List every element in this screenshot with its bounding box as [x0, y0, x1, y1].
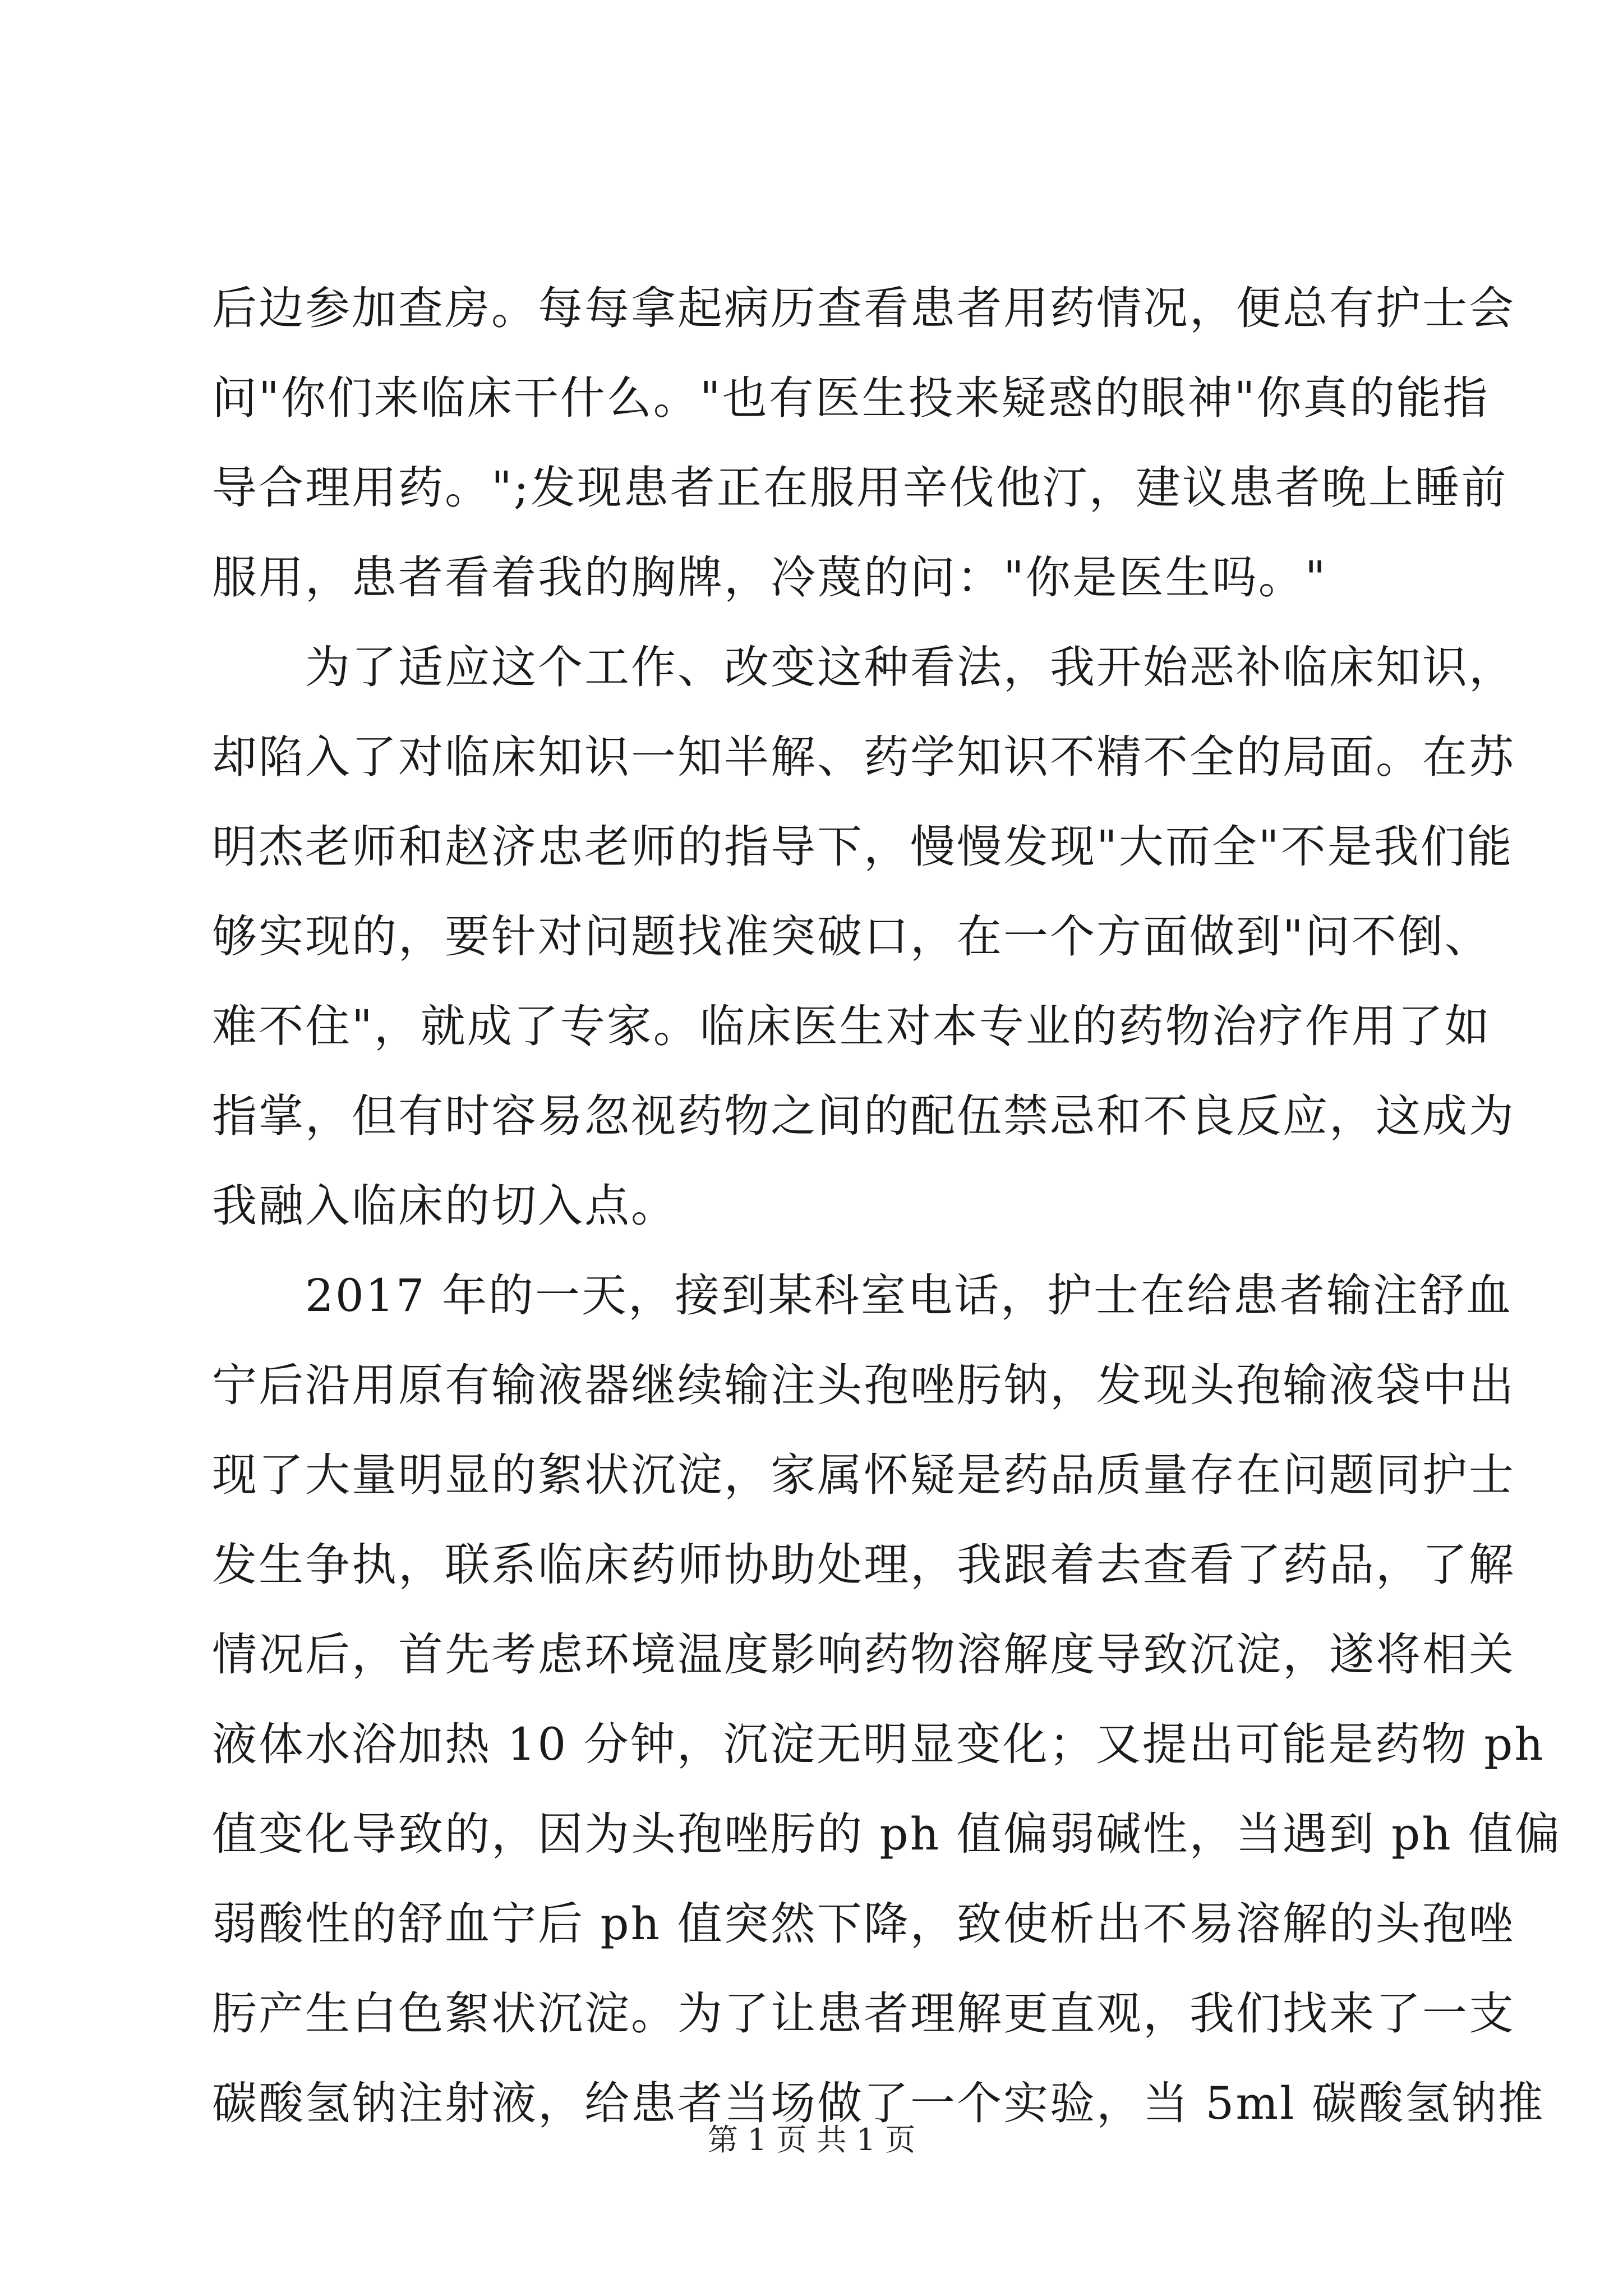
- text-line: 导合理用药。";发现患者正在服用辛伐他汀，建议患者晚上睡前: [212, 462, 1508, 514]
- text-line: 问"你们来临床干什么。"也有医生投来疑惑的眼神"你真的能指: [212, 372, 1490, 424]
- text-line: 为了适应这个工作、改变这种看法，我开始恶补临床知识，: [212, 641, 1515, 693]
- text-line: 难不住"，就成了专家。临床医生对本专业的药物治疗作用了如: [212, 1000, 1491, 1052]
- document-body: [212, 264, 1562, 2148]
- text-line: 指掌，但有时容易忽视药物之间的配伍禁忌和不良反应，这成为: [212, 1090, 1515, 1142]
- text-line: 液体水浴加热 10 分钟，沉淀无明显变化；又提出可能是药物 ph: [212, 1718, 1545, 1770]
- text-line: 2017 年的一天，接到某科室电话，护士在给患者输注舒血: [212, 1269, 1513, 1322]
- paragraph-3: [212, 1251, 1562, 2148]
- text-line: 弱酸性的舒血宁后 ph 值突然下降，致使析出不易溶解的头孢唑: [212, 1898, 1515, 1950]
- text-line: 后边参加查房。每每拿起病历查看患者用药情况，便总有护士会: [212, 282, 1515, 334]
- text-line: 值变化导致的，因为头孢唑肟的 ph 值偏弱碱性，当遇到 ph 值偏: [212, 1808, 1562, 1860]
- text-line: 明杰老师和赵济忠老师的指导下，慢慢发现"大而全"不是我们能: [212, 821, 1514, 873]
- paragraph-2: [212, 623, 1515, 1251]
- text-line: 宁后沿用原有输液器继续输注头孢唑肟钠，发现头孢输液袋中出: [212, 1359, 1515, 1411]
- page-number-label: 第 1 页 共 1 页: [707, 2122, 916, 2157]
- page-footer: [0, 2120, 1623, 2160]
- text-line: 我融入临床的切入点。: [212, 1180, 677, 1232]
- text-line: 肟产生白色絮状沉淀。为了让患者理解更直观，我们找来了一支: [212, 1987, 1515, 2040]
- text-line: 够实现的，要针对问题找准突破口，在一个方面做到"问不倒、: [212, 910, 1491, 963]
- text-line: 发生争执，联系临床药师协助处理，我跟着去查看了药品，了解: [212, 1539, 1515, 1591]
- text-line: 碳酸氢钠注射液，给患者当场做了一个实验，当 5ml 碳酸氢钠推: [212, 2077, 1545, 2129]
- text-line: 服用，患者看着我的胸牌，冷蔑的问："你是医生吗。": [212, 551, 1327, 604]
- paragraph-1: [212, 264, 1515, 623]
- text-line: 却陷入了对临床知识一知半解、药学知识不精不全的局面。在苏: [212, 731, 1515, 783]
- text-line: 情况后，首先考虑环境温度影响药物溶解度导致沉淀，遂将相关: [212, 1628, 1515, 1681]
- text-line: 现了大量明显的絮状沉淀，家属怀疑是药品质量存在问题同护士: [212, 1449, 1515, 1501]
